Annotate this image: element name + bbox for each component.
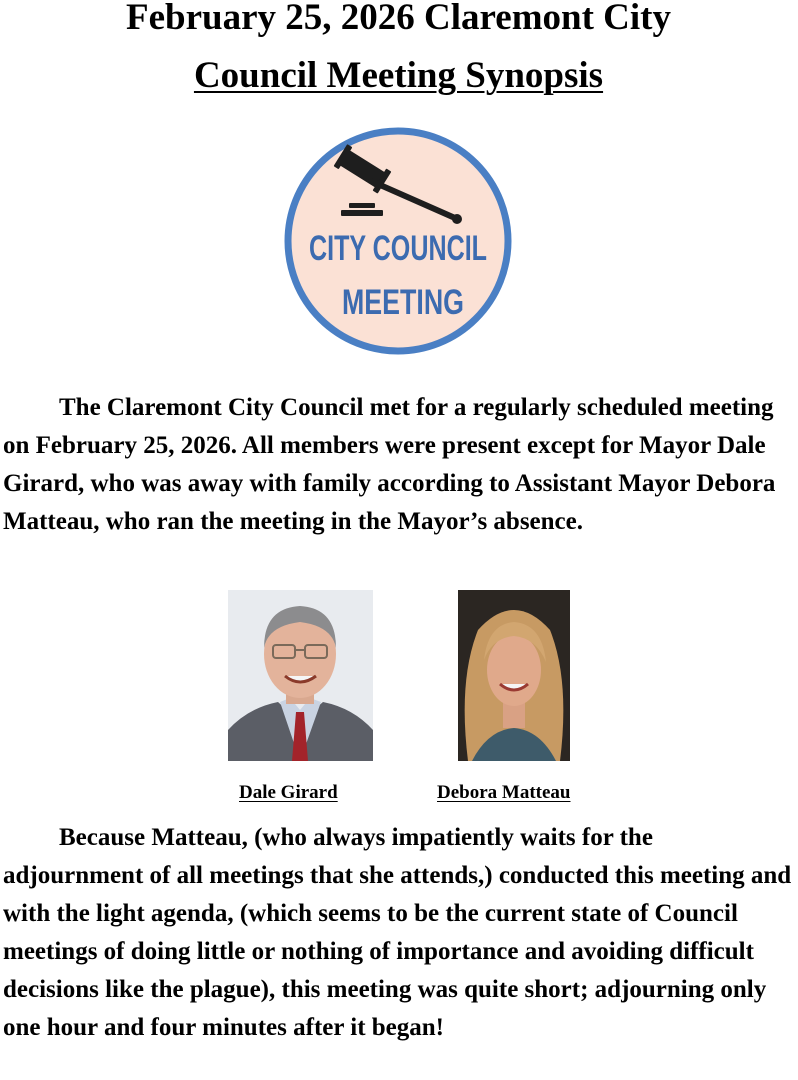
logo-text-line-1: CITY COUNCIL [309,229,487,268]
city-council-meeting-logo [283,126,513,356]
logo-text-line-2: MEETING [342,283,464,322]
caption-debora-matteau: Debora Matteau [437,782,571,803]
caption-dale-girard: Dale Girard [239,782,338,803]
document-title-line-1: February 25, 2026 Claremont City [126,0,671,38]
paragraph-meeting-length: Because Matteau, (who always impatiently waits for the adjournment of all meetings that she attends,) conducted this meeting and with the light agenda, (which seems to be the current state of Council meetings of doing little or nothing of importance and avoiding difficult decisions like the plague), this meeting was quite short; adjourning only one hour and four minutes after it began! [3,824,792,1041]
document-title-line-2: Council Meeting Synopsis [193,55,604,96]
paragraph-meeting-summary: The Claremont City Council met for a regularly scheduled meeting on February 25, 2026. All members were present except for Mayor Dale Girard, who was away with family according to Assistant Mayor Debora Matteau, who ran the meeting in the Mayor’s absence. [3,394,776,535]
photo-debora-matteau [458,590,570,761]
photo-dale-girard [228,590,373,761]
